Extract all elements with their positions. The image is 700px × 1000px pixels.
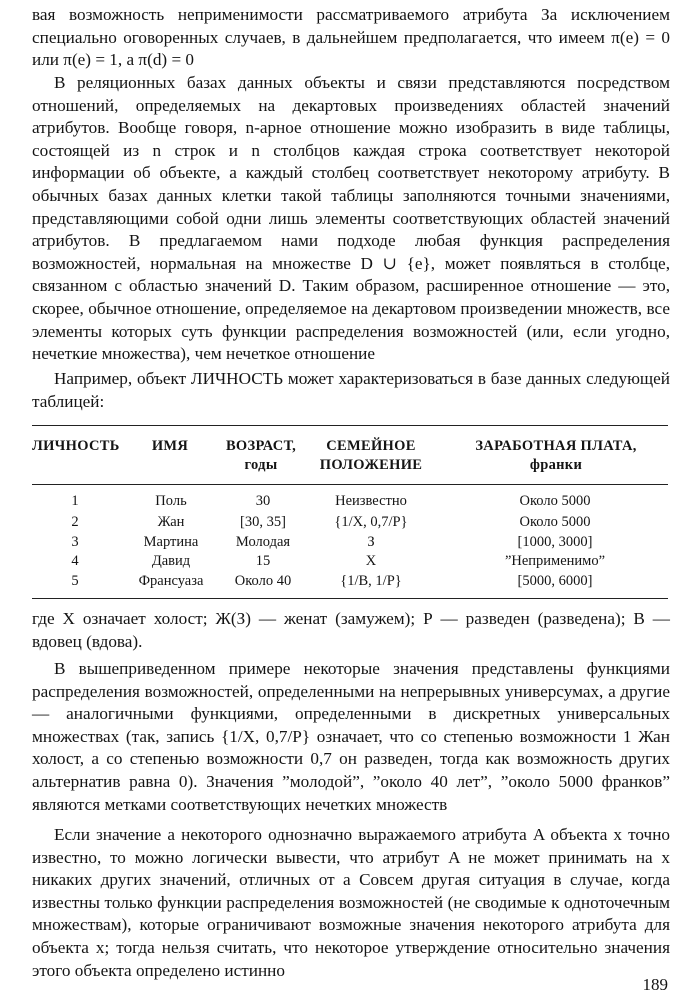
paragraph-discussion: В вышеприведенном примере некоторые значения представлены функциями распределения возможностей, определенными на непрерывных универсумах, а другие — аналогичными функциями, определенными в дискретных универсальных множествах (так, запись {1/X, 0,7/P} означает, что со степенью возможности 1 Жан холост, а со степенью возможности 0,7 он разведен, тогда как возможность других альтернатив равна 0). Значения ”молодой”, ”около 40 лет”, ”около 5000 франков” являются метками соответствующих нечетких множеств	[32, 659, 670, 814]
cell-salary: [5000, 6000]	[517, 573, 593, 589]
header-person: ЛИЧНОСТЬ	[32, 438, 120, 454]
cell-status: {1/B, 1/P}	[340, 573, 402, 589]
table-top-rule	[32, 425, 668, 426]
cell-status: {1/X, 0,7/P}	[334, 514, 408, 530]
cell-id: 2	[71, 514, 79, 530]
cell-id: 4	[71, 553, 79, 569]
cell-name: Поль	[155, 493, 187, 509]
table-bottom-rule	[32, 598, 668, 599]
cell-status: Неизвестно	[335, 493, 407, 509]
page-number: 189	[642, 975, 668, 994]
paragraph-relational-databases: В реляционных базах данных объекты и связи представляются посредством отношений, определяемых на декартовых произведениях областей значений атрибутов. Вообще говоря, n-арное отношение можно изобразить в виде таблицы, состоящей из n строк и n столбцов каждая строка соответствует некоторой информации об объекте, а каждый столбец соответствует некоторому атрибуту. В обычных базах данных клетки такой таблицы заполняются точными значениями, представляющими собой одни лишь элементы соответствующих областей значений атрибутов. В предлагаемом нами подходе любая функция распределения возможностей, нормальная на множестве D ∪ {e}, может появляться в столбце, связанном с областью значений D. Таким образом, расширенное отношение — это, скорее, обычное отношение, определяемое на декартовом произведении множеств, все элементы которых суть функции распределения возможностей (или, если угодно, нечеткие множества), чем нечеткое отношение	[32, 73, 670, 364]
header-marital-status: СЕМЕЙНОЕ ПОЛОЖЕНИЕ	[319, 438, 423, 473]
header-name: ИМЯ	[151, 438, 189, 454]
cell-salary: [1000, 3000]	[517, 534, 593, 550]
cell-id: 1	[71, 493, 79, 509]
cell-age: Около 40	[234, 573, 292, 589]
cell-id: 5	[71, 573, 79, 589]
cell-salary: Около 5000	[519, 514, 591, 530]
cell-age: [30, 35]	[240, 514, 286, 530]
paragraph-example-intro: Например, объект ЛИЧНОСТЬ может характеризоваться в базе данных следующей таблицей:	[32, 369, 670, 411]
cell-age: Молодая	[235, 534, 291, 550]
paragraph-inference: Если значение a некоторого однозначно выражаемого атрибута A объекта x точно известно, то можно логически вывести, что атрибут A не может принимать на x никаких других значений, отличных от a Совсем другая ситуация в случае, когда известны только функции распределения возможностей (не сводимые к одноточечным множествам), которые ограничивают возможные значения некоторого атрибута для объекта x; тогда нельзя считать, что некоторое утверждение относительно значения этого объекта определено истинно	[32, 825, 670, 980]
paragraph-legend: где X означает холост; Ж(З) — женат (замужем); Р — разведен (разведена); В — вдовец (вдова).	[32, 609, 670, 651]
cell-name: Франсуаза	[138, 573, 204, 589]
cell-salary: Около 5000	[519, 493, 591, 509]
cell-age: 15	[255, 553, 271, 569]
cell-status: З	[367, 534, 375, 550]
cell-name: Давид	[151, 553, 191, 569]
cell-salary: ”Неприменимо”	[504, 553, 606, 569]
header-age: ВОЗРАСТ, годы	[225, 438, 297, 473]
cell-name: Мартина	[143, 534, 199, 550]
table-header-rule	[32, 484, 668, 485]
cell-name: Жан	[157, 514, 185, 530]
paragraph-intro: вая возможность неприменимости рассматриваемого атрибута За исключением специально оговоренных случаев, в дальнейшем предполагается, что имеем π(e) = 0 или π(e) = 1, a π(d) = 0	[32, 5, 670, 70]
header-salary: ЗАРАБОТНАЯ ПЛАТА, франки	[475, 438, 637, 473]
cell-age: 30	[255, 493, 271, 509]
cell-id: 3	[71, 534, 79, 550]
cell-status: X	[365, 553, 377, 569]
